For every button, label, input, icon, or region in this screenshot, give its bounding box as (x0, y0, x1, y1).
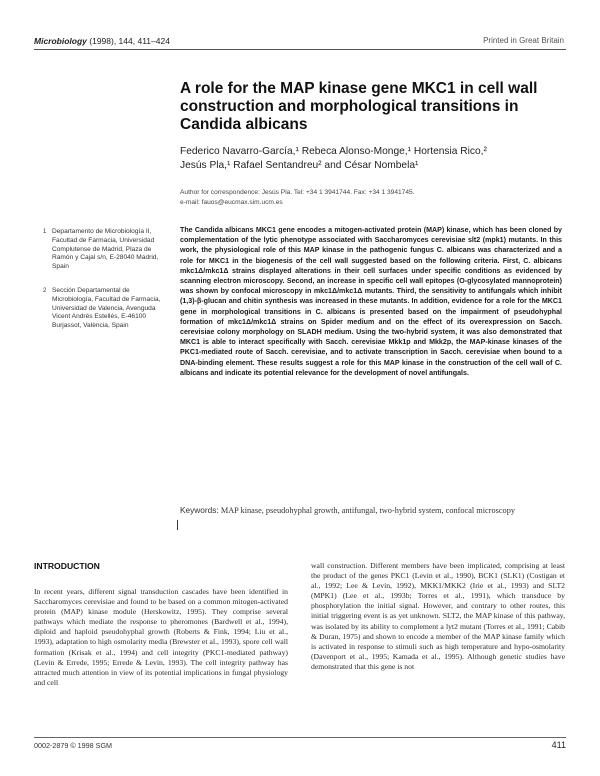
page-number: 411 (551, 740, 566, 750)
keywords (180, 505, 560, 517)
affiliation-number: 2 (43, 288, 47, 294)
author-list (180, 145, 560, 172)
journal-name: Microbiology (34, 36, 87, 46)
keywords-label: Keywords: (180, 505, 219, 515)
introduction-heading: INTRODUCTION (34, 561, 100, 571)
author-line: Jesús Pla,¹ Rafael Sentandreu² and César Nombela¹ (180, 159, 419, 171)
header-rule (34, 49, 566, 50)
footer-issn: 0002-2879 © 1998 SGM (34, 741, 113, 750)
correspondence-contact: Author for correspondence: Jesús Pla. Tel: +34 1 3941744. Fax: +34 1 3941745. (180, 189, 415, 196)
text-cursor (177, 520, 178, 530)
affiliation-2 (43, 287, 162, 331)
affiliation-text: Sección Departamental de Microbiología, Facultad de Farmacia, Universidad de Valencia, Avenguda Vicent Andrés Estellés, E-46100 Burjassot, València, Spain (52, 287, 161, 330)
introduction-column-2: wall construction. Different members have been implicated, comprising at least the product of the genes PKC1 (Levin et al., 1990), BCK1 (SLK1) (Costigan et al., 1992; Lee & Levin, 1992), MKK1/MKK2 (Irie et al., 1993) and SLT2 (MPK1) (Lee et al., 1993b; Torres et al., 1991), which transduce by phosphorylation the initial signal. However, and contrary to other routes, this initial triggering event is as yet unknown. SLT2, the MAP kinase of this pathway, was isolated by its ability to complement a lyt2 mutant (Torres et al., 1991; Cabib & Duran, 1975) and shown to encode a member of the MAP kinase family which is activated in response to stimuli such as high temperature and hypo-osmolarity (Davenport et al., 1995; Kamada et al., 1995). Although genetic studies have demonstrated that this gene is not (311, 561, 565, 671)
article-title: A role for the MAP kinase gene MKC1 in cell wall construction and morphological transitions in Candida albicans (180, 80, 538, 133)
correspondence-email: e-mail: fauos@eucmax.sim.ucm.es (180, 198, 283, 206)
journal-volume: (1998), 144, 411–424 (89, 36, 170, 46)
journal-citation (34, 36, 170, 46)
keywords-text: MAP kinase, pseudohyphal growth, antifungal, two-hybrid system, confocal microscopy (220, 506, 515, 515)
footer-rule (34, 737, 566, 738)
abstract: The Candida albicans MKC1 gene encodes a mitogen-activated protein (MAP) kinase, which has been cloned by complementation of the lytic phenotype associated with Saccharomyces cerevisiae slt2 (mpk1) mutants. In this work, the physiological role of this MAP kinase in the pathogenic fungus C. albicans was characterized and a role for MKC1 in the biogenesis of the cell wall suggested based on the following criteria. First, C. albicans mkc1Δ/mkc1Δ strains displayed alterations in their cell surfaces under specific conditions as evidenced by scanning electron microscopy. Second, an increase in specific cell wall epitopes (O-glycosylated mannoprotein) was shown by confocal microscopy in mkc1Δ/mkc1Δ mutants. Third, the sensitivity to antifungals which inhibit (1,3)-β-glucan and chitin synthesis was increased in these mutants. In addition, evidence for a role for the MKC1 gene in morphological transitions in C. albicans is presented based on the impairment of pseudohyphal formation of mkc1Δ/mkc1Δ strains on Spider medium and on the effect of its overexpression on Sacch. cerevisiae colony morphology on SLADH medium. Using the two-hybrid system, it was also demonstrated that MKC1 is able to interact specifically with Sacch. cerevisiae Mkk1p and Mkk2p, the MAP-kinase kinases of the PKC1-mediated route of Sacch. cerevisiae, and to activate transcription in Sacch. cerevisiae when bound to a DNA-binding element. These results suggest a role for this MAP kinase in the construction of the cell wall of C. albicans and indicate its potential relevance for the development of novel antifungals. (180, 226, 562, 377)
correspondence (180, 188, 560, 207)
affiliation-number: 1 (43, 229, 47, 235)
author-line: Federico Navarro-García,¹ Rebeca Alonso-Monge,¹ Hortensia Rico,² (180, 146, 487, 157)
introduction-column-1: In recent years, different signal transduction cascades have been identified in Saccharomyces cerevisiae and found to be based on a common mitogen-activated protein (MAP) kinase module (Herskowitz, 1995). They comprise several pathways which mediate the response to pheromones (Bardwell et al., 1994), diploid and haploid pseudohyphal growth (Roberts & Fink, 1994; Liu et al., 1993), adaptation to high osmolarity media (Brewster et al., 1993), spore cell wall formation (Krisak et al., 1994) and cell integrity (PKC1-mediated pathway) (Levin & Errede, 1995; Errede & Levin, 1993). The cell integrity pathway has attracted much attention in view of its potential implications in fungal physiology and cell (34, 587, 288, 687)
affiliation-1 (43, 228, 162, 272)
affiliation-text: Departamento de Microbiología II, Facultad de Farmacia, Universidad Complutense de Madrid, Plaza de Ramón y Cajal s/n, E-28040 Madrid, Spain (52, 228, 159, 271)
printed-in: Printed in Great Britain (483, 36, 564, 45)
